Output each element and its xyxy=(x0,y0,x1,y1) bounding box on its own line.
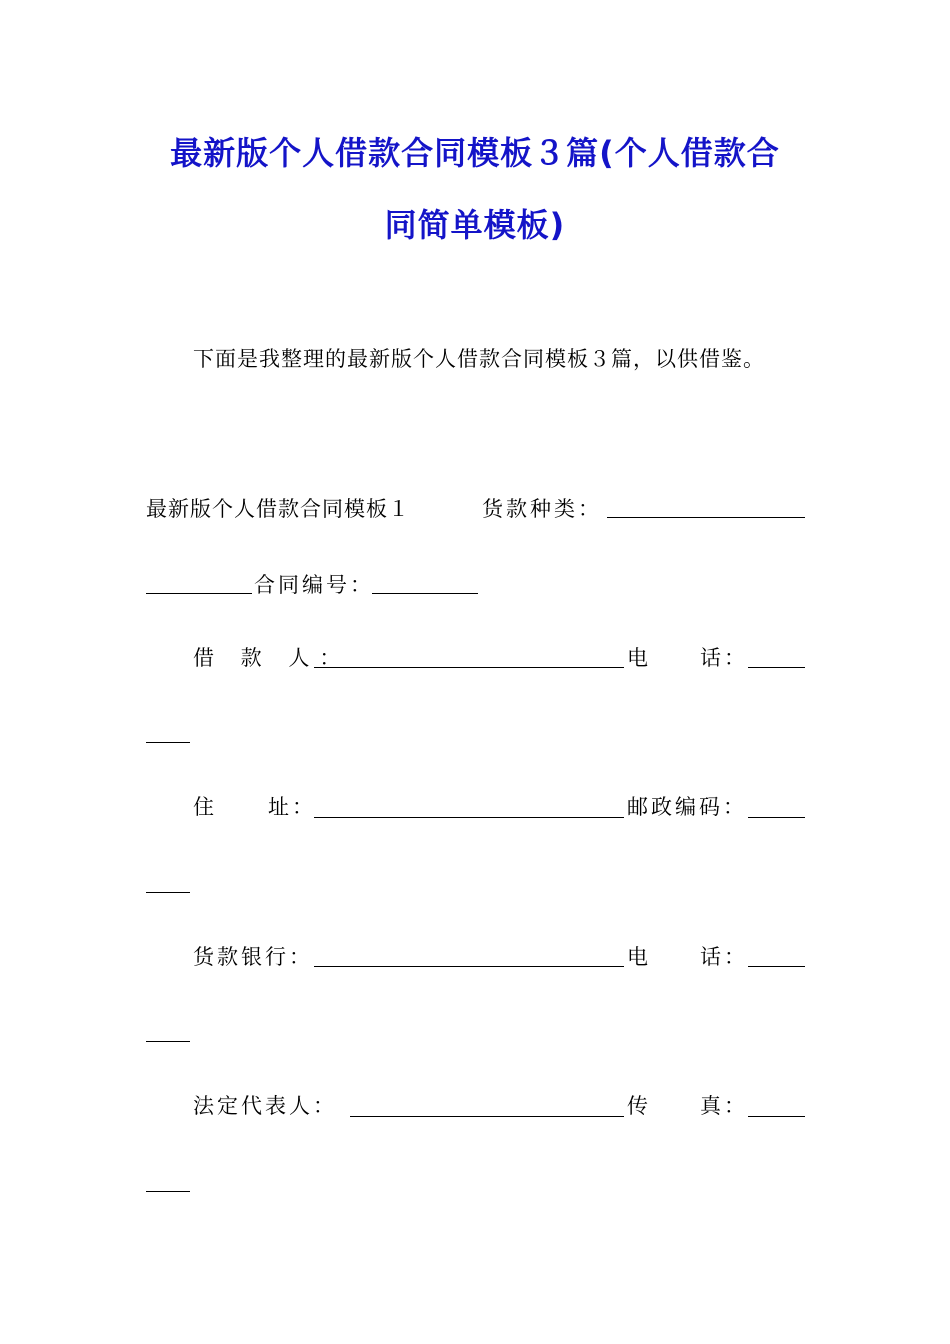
loan-type-label: 货款种类： xyxy=(482,497,602,521)
borrower-phone-blank-continued[interactable] xyxy=(146,742,190,743)
bank-phone-label-a: 电 xyxy=(627,945,648,969)
document-title-line-1: 最新版个人借款合同模板３篇(个人借款合 xyxy=(170,134,780,172)
postal-code-label: 邮政编码： xyxy=(627,795,747,819)
address-label-a: 住 xyxy=(193,795,214,819)
contract-number-label: 合同编号： xyxy=(254,573,374,597)
loan-type-blank-continued[interactable] xyxy=(146,593,252,594)
borrower-blank[interactable] xyxy=(314,667,624,668)
postal-code-blank-continued[interactable] xyxy=(146,892,190,893)
loan-bank-label: 货款银行： xyxy=(193,945,313,969)
bank-phone-blank-continued[interactable] xyxy=(146,1041,190,1042)
fax-label-a: 传 xyxy=(627,1094,648,1118)
loan-type-blank[interactable] xyxy=(607,517,805,518)
address-label-b: 址： xyxy=(268,795,316,819)
postal-code-blank[interactable] xyxy=(748,817,805,818)
legal-representative-label: 法定代表人： xyxy=(193,1094,337,1118)
fax-blank[interactable] xyxy=(748,1116,805,1117)
fax-label-b: 真： xyxy=(700,1094,748,1118)
contract-number-blank[interactable] xyxy=(372,593,478,594)
loan-bank-blank[interactable] xyxy=(314,966,624,967)
borrower-phone-label-b: 话： xyxy=(700,646,748,670)
address-blank[interactable] xyxy=(314,817,624,818)
document-title-line-2: 同简单模板) xyxy=(384,206,566,244)
intro-paragraph: 下面是我整理的最新版个人借款合同模板３篇，以供借鉴。 xyxy=(193,347,765,371)
bank-phone-label-b: 话： xyxy=(700,945,748,969)
fax-blank-continued[interactable] xyxy=(146,1191,190,1192)
borrower-label: 借 款 人： xyxy=(193,646,351,670)
legal-representative-blank[interactable] xyxy=(350,1116,624,1117)
borrower-phone-blank[interactable] xyxy=(748,667,805,668)
borrower-phone-label-a: 电 xyxy=(627,646,648,670)
bank-phone-blank[interactable] xyxy=(748,966,805,967)
contract-heading: 最新版个人借款合同模板１ xyxy=(146,497,410,521)
